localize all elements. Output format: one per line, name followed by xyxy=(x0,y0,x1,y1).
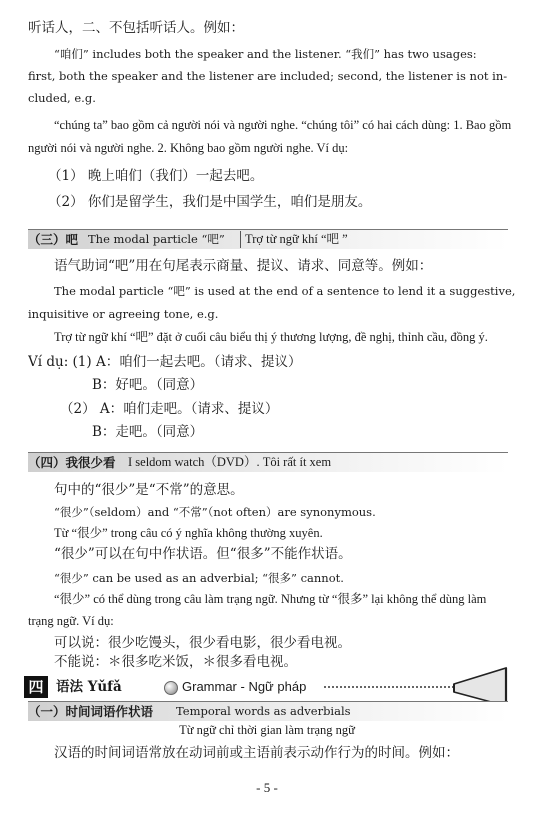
section-number: （一）时间词语作状语 xyxy=(28,704,154,719)
section-header-3 xyxy=(28,229,508,249)
example-line: B：走吧。（同意） xyxy=(92,424,204,440)
grammar-subtitle: Grammar - Ngữ pháp xyxy=(182,679,307,694)
text-line: trạng ngữ. Ví dụ: xyxy=(28,614,114,628)
circle-bullet-icon xyxy=(164,681,178,695)
section-title-en: Temporal words as adverbials xyxy=(176,704,351,718)
text-line: “很少”可以在句中作状语。但“很多”不能作状语。 xyxy=(54,546,352,562)
section-title-vi: Trợ từ ngữ khí “吧 ” xyxy=(240,231,348,248)
text-line: Từ “很少” trong câu có ý nghĩa không thường xuyên. xyxy=(54,526,323,540)
section-number: （三）吧 xyxy=(28,232,79,247)
example-line: B：好吧。（同意） xyxy=(92,377,204,393)
text-line: The modal particle “吧” is used at the end of a sentence to lend it a suggestive, xyxy=(54,284,516,298)
grammar-number-box: 四 xyxy=(24,676,48,698)
section-title-vi: Từ ngữ chỉ thời gian làm trạng ngữ xyxy=(179,723,355,737)
text-line: inquisitive or agreeing tone, e.g. xyxy=(28,307,219,321)
text-line: “chúng ta” bao gồm cả người nói và người nghe. “chúng tôi” có hai cách dùng: 1. Bao gồm xyxy=(54,118,512,132)
example-line: 可以说：很少吃馒头，很少看电影，很少看电视。 xyxy=(54,635,351,651)
section-number: （四）我很少看 xyxy=(28,455,116,470)
text-line: first, both the speaker and the listener are included; second, the listener is not in- xyxy=(28,69,508,83)
text-line: 句中的“很少”是“不常”的意思。 xyxy=(54,482,244,498)
example-line: （2） 你们是留学生，我们是中国学生，咱们是朋友。 xyxy=(48,194,372,210)
text-line: “很少” có thể dùng trong câu làm trạng ngữ. Nhưng từ “很多” lại không thể dùng làm xyxy=(54,592,487,606)
section-header-g1 xyxy=(28,701,508,721)
grammar-title: 语法 Yǔfǎ xyxy=(56,679,122,695)
text-line: Trợ từ ngữ khí “吧” đặt ở cuối câu biểu thị ý thương lượng, đề nghị, thỉnh cầu, đồng ý. xyxy=(54,330,488,344)
text-line: “咱们” includes both the speaker and the listener. “我们” has two usages: xyxy=(54,47,477,61)
grammar-banner xyxy=(24,676,514,698)
text-line: 语气助词“吧”用在句尾表示商量、提议、请求、同意等。例如： xyxy=(54,258,433,274)
dotted-leader xyxy=(324,686,454,688)
text-line: “很少” can be used as an adverbial; “很多” cannot. xyxy=(54,571,344,585)
text-line: 汉语的时间词语常放在动词前或主语前表示动作行为的时间。例如： xyxy=(54,745,459,761)
example-line: （1） 晚上咱们（我们）一起去吧。 xyxy=(48,168,264,184)
text-line: “很少”（seldom）and “不常”（not often）are synonymous. xyxy=(54,505,376,519)
page-number: - 5 - xyxy=(256,780,278,795)
example-line: （2） A：咱们走吧。（请求、提议） xyxy=(60,401,279,417)
text-line: cluded, e.g. xyxy=(28,91,96,105)
section-header-4 xyxy=(28,452,508,472)
text-line: 听话人，二、不包括听话人。例如： xyxy=(28,20,244,36)
text-line: người nói và người nghe. 2. Không bao gồm người nghe. Ví dụ: xyxy=(28,141,349,155)
example-line: Ví dụ: (1) A：咱们一起去吧。（请求、提议） xyxy=(28,354,302,370)
section-title-en: I seldom watch（DVD）. Tôi rất ít xem xyxy=(128,455,332,469)
example-line: 不能说：＊很多吃米饭，＊很多看电视。 xyxy=(54,654,297,670)
section-title-en: The modal particle “吧” xyxy=(88,232,225,246)
